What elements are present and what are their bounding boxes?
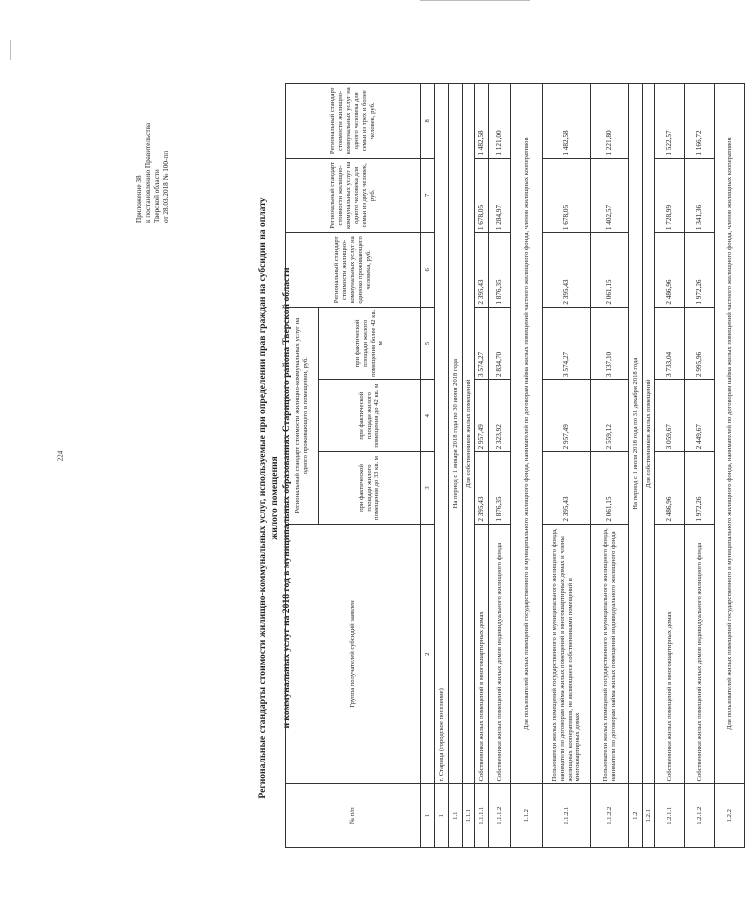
row-name: г. Старица (городское поселение): [435, 84, 449, 784]
col-number: 8: [421, 84, 435, 159]
value-cell: 1 522,57: [655, 84, 685, 159]
value-cell: 3 574,27: [543, 307, 591, 379]
row-number: 1.2.1.2: [685, 784, 715, 848]
value-cell: 1 876,35: [489, 452, 511, 524]
value-cell: 3 733,04: [655, 307, 685, 379]
row-number: 1.2.2: [715, 784, 745, 848]
value-cell: 3 137,10: [591, 307, 629, 379]
value-cell: 2 559,12: [591, 380, 629, 452]
header-col7: Региональный стандарт стоимости жилищно-коммунальных услуг на одного человека для семьи из двух человек, руб.: [286, 158, 421, 233]
header-col5: при фактической площади жилого помещения более 42 кв. м: [319, 307, 421, 379]
row-number: 1.2: [629, 784, 643, 848]
page-number: 224: [56, 450, 65, 462]
appendix-line: Приложение 38: [135, 175, 143, 223]
header-col6: Региональный стандарт стоимости жилищно-коммунальных услуг на одиноко проживающего человека, руб.: [286, 233, 421, 308]
section-heading: Для пользователей жилых помещений государственного и муниципального жилищного фонда, нанимателей по договорам найма жилых помещений частного жилищного фонда, членов жилищных кооперативов: [511, 84, 543, 784]
value-cell: 2 995,96: [685, 307, 715, 379]
row-number: 1.1.2.1: [543, 784, 591, 848]
value-cell: 1 972,26: [685, 233, 715, 308]
standards-table: [285, 83, 745, 848]
table-row: [655, 84, 685, 848]
table-row: [489, 84, 511, 848]
value-cell: 2 395,43: [475, 233, 489, 308]
value-cell: 1 402,57: [591, 158, 629, 233]
period-heading: На период с 1 января 2018 года по 30 июня 2018 года: [449, 84, 463, 784]
col-number: 4: [421, 380, 435, 452]
value-cell: 2 449,67: [685, 380, 715, 452]
section-heading: Для собственников жилых помещений: [643, 84, 655, 784]
value-cell: 1 166,72: [685, 84, 715, 159]
row-number: 1.2.1: [643, 784, 655, 848]
scan-edge-mark: [420, 0, 530, 1]
value-cell: 1 876,35: [489, 233, 511, 308]
row-number: 1.1: [449, 784, 463, 848]
period-heading: На период с 1 июля 2018 года по 31 декабря 2018 года: [629, 84, 643, 784]
value-cell: 2 061,15: [591, 233, 629, 308]
header-row: [286, 84, 319, 848]
row-name: Пользователи жилых помещений государственного и муниципального жилищного фонда, наниматели по договорам найма жилых помещений индивидуального жилищного фонда: [591, 524, 629, 784]
col-number: 5: [421, 307, 435, 379]
value-cell: 2 395,43: [543, 233, 591, 308]
col-number: 3: [421, 452, 435, 524]
row-name: Собственники жилых помещений жилых домов индивидуального жилищного фонда: [489, 524, 511, 784]
value-cell: 2 834,70: [489, 307, 511, 379]
section-heading: Для собственников жилых помещений: [463, 84, 475, 784]
row-name: Собственники жилых помещений жилых домов индивидуального жилищного фонда: [685, 524, 715, 784]
table-row: [449, 84, 463, 848]
table-row: [511, 84, 543, 848]
value-cell: 2 323,92: [489, 380, 511, 452]
value-cell: 2 395,43: [543, 452, 591, 524]
value-cell: 1 678,05: [543, 158, 591, 233]
table-row: [543, 84, 591, 848]
value-cell: 2 395,43: [475, 452, 489, 524]
value-cell: 1 728,99: [655, 158, 685, 233]
table-row: [715, 84, 745, 848]
value-cell: 1 221,80: [591, 84, 629, 159]
appendix-block: [135, 68, 171, 223]
header-col3: при фактической площади жилого помещения до 33 кв. м: [319, 452, 421, 524]
title-line-1: Региональные стандарты стоимости жилищно-коммунальных услуг, используемые при определении прав граждан на субсидии на оплату жилого помещения: [257, 197, 280, 799]
rotated-document: [135, 68, 733, 848]
value-cell: 1 678,05: [475, 158, 489, 233]
table-row: [685, 84, 715, 848]
table-row: [435, 84, 449, 848]
value-cell: 1 482,58: [543, 84, 591, 159]
appendix-line: Тверской области: [153, 169, 161, 223]
section-heading: Для пользователей жилых помещений государственного и муниципального жилищного фонда, нанимателей по договорам найма жилых помещений частного жилищного фонда, членов жилищных кооперативов: [715, 84, 745, 784]
value-cell: 2 957,49: [475, 380, 489, 452]
row-number: 1.1.2.2: [591, 784, 629, 848]
table-row: [591, 84, 629, 848]
value-cell: 1 341,36: [685, 158, 715, 233]
row-number: 1.1.1: [463, 784, 475, 848]
title-line-2: и коммунальных услуг на 2018 год в муниципальных образованиях Старицкого района Тверской области: [280, 267, 292, 729]
row-number: 1.1.1.2: [489, 784, 511, 848]
row-number: 1: [435, 784, 449, 848]
row-number: 1.1.2: [511, 784, 543, 848]
value-cell: 3 059,67: [655, 380, 685, 452]
value-cell: 3 574,27: [475, 307, 489, 379]
scan-edge-mark-left: [10, 40, 11, 60]
table-row: [643, 84, 655, 848]
column-number-row: [421, 84, 435, 848]
header-num: № п/п: [286, 784, 421, 848]
value-cell: 2 486,96: [655, 233, 685, 308]
header-standard-group: Региональный стандарт стоимости жилищно-коммунальных услуг на одного проживающего в помещении, руб.: [286, 307, 319, 524]
value-cell: 1 121,00: [489, 84, 511, 159]
appendix-line: к постановлению Правительства: [144, 122, 152, 223]
row-number: 1.2.1.1: [655, 784, 685, 848]
value-cell: 2 486,96: [655, 452, 685, 524]
header-col8: Региональный стандарт стоимости жилищно-коммунальных услуг на одного человека для семьи из трех и более человек, руб.: [286, 84, 421, 159]
row-name: Собственники жилых помещений в многоквартирных домах: [655, 524, 685, 784]
value-cell: 1 284,97: [489, 158, 511, 233]
row-name: Пользователи жилых помещений государственного и муниципального жилищного фонда, наниматели по договорам найма жилых помещений в многоквартирных домах и члены жилищных кооперативов, не являющиеся собственниками помещений в многоквартирных домах: [543, 524, 591, 784]
table-row: [475, 84, 489, 848]
appendix-line: от 28.03.2018 № 100-пп: [162, 150, 170, 223]
value-cell: 2 061,15: [591, 452, 629, 524]
row-name: Собственники жилых помещений в многоквартирных домах: [475, 524, 489, 784]
value-cell: 1 482,58: [475, 84, 489, 159]
col-number: 6: [421, 233, 435, 308]
col-number: 7: [421, 158, 435, 233]
header-group: Группа получателей субсидий заявлен: [286, 524, 421, 784]
row-number: 1.1.1.1: [475, 784, 489, 848]
value-cell: 2 957,49: [543, 380, 591, 452]
col-number: 1: [421, 784, 435, 848]
header-col4: при фактической площади жилого помещения до 42 кв. м: [319, 380, 421, 452]
table-row: [629, 84, 643, 848]
table-row: [463, 84, 475, 848]
value-cell: 1 972,26: [685, 452, 715, 524]
col-number: 2: [421, 524, 435, 784]
